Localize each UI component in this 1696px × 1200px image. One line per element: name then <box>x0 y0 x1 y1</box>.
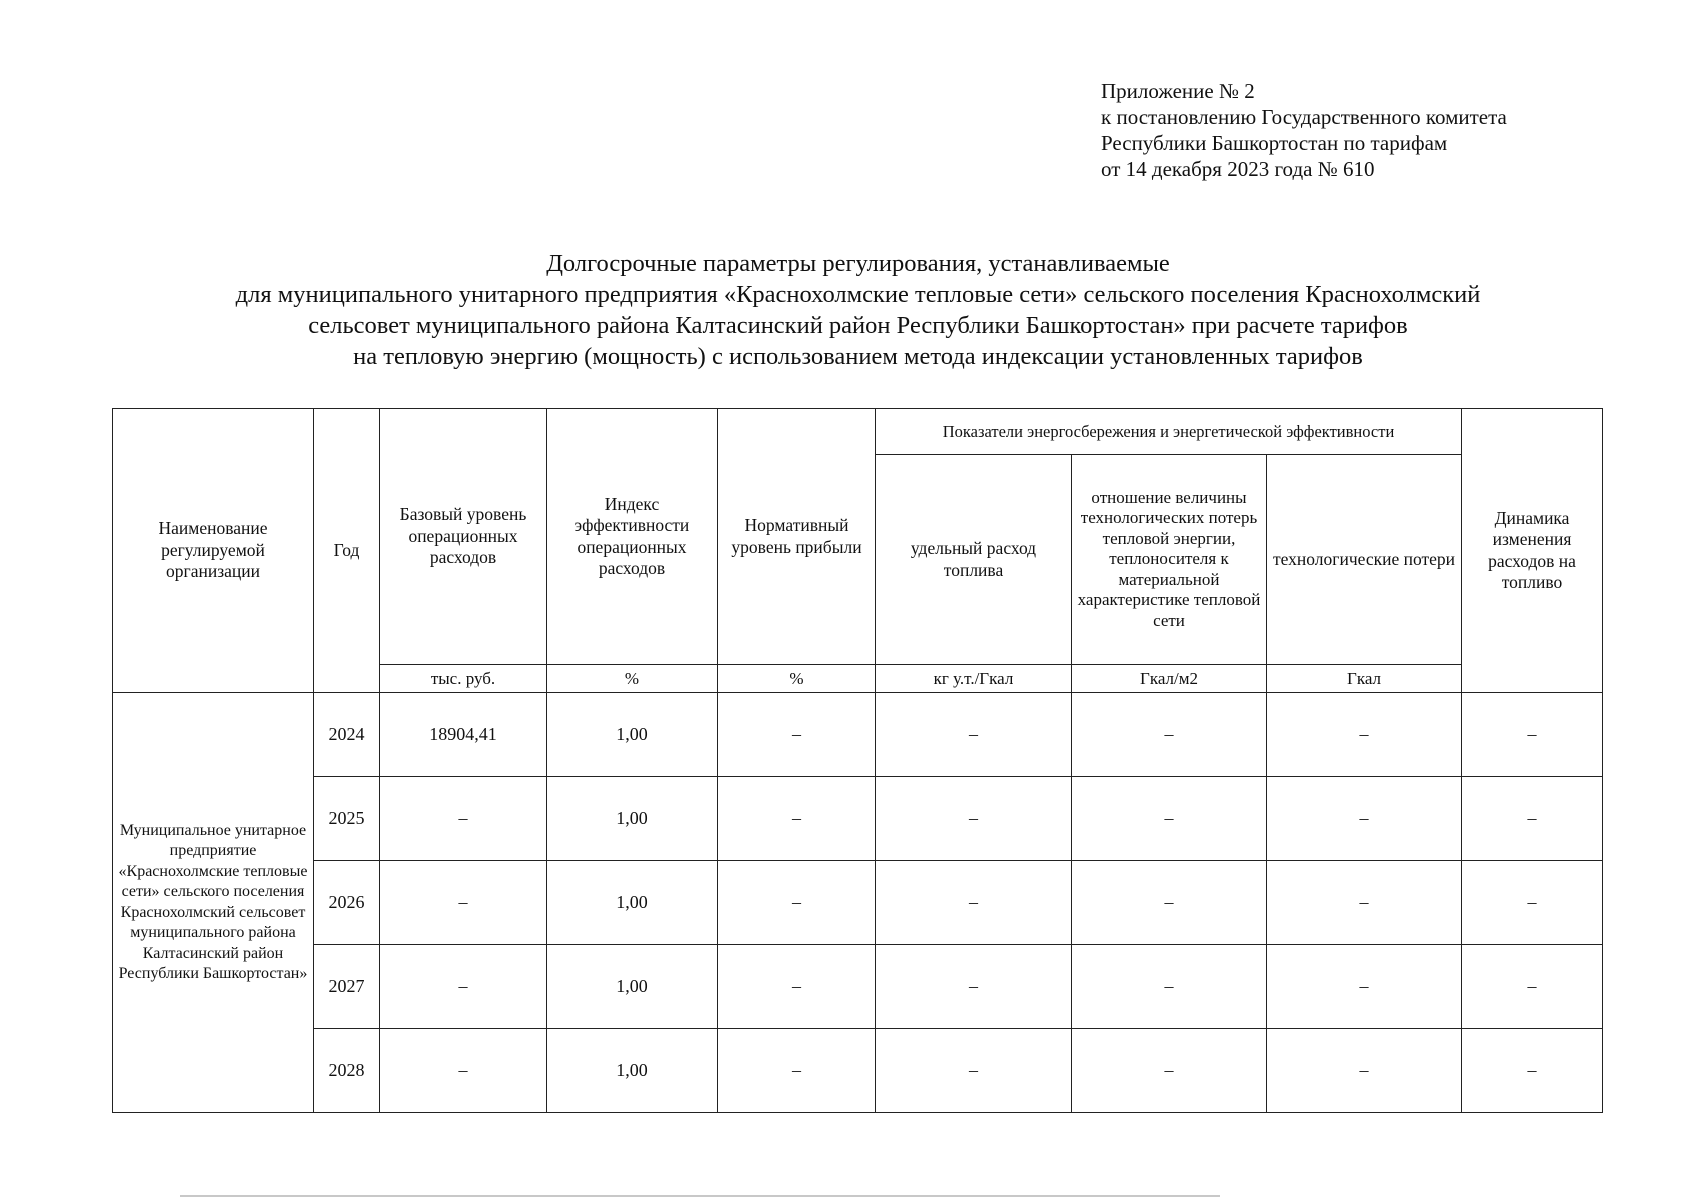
unit-fuel: кг у.т./Гкал <box>876 665 1072 693</box>
table-row <box>113 1029 1603 1113</box>
cell-dynamics: – <box>1462 861 1603 945</box>
unit-profit: % <box>718 665 876 693</box>
cell-base: – <box>380 945 547 1029</box>
cell-base: 18904,41 <box>380 693 547 777</box>
cell-year: 2025 <box>314 777 380 861</box>
cell-losses: – <box>1267 777 1462 861</box>
table-row <box>113 861 1603 945</box>
cell-year: 2024 <box>314 693 380 777</box>
cell-profit: – <box>718 777 876 861</box>
header-profit: Нормативный уровень прибыли <box>718 409 876 665</box>
cell-losses: – <box>1267 693 1462 777</box>
title-line: сельсовет муниципального района Калтасинский район Республики Башкортостан» при расчете тарифов <box>308 312 1408 339</box>
unit-index: % <box>547 665 718 693</box>
table-row <box>113 945 1603 1029</box>
header-fuel-rate: удельный расход топлива <box>876 455 1072 665</box>
title-line: Долгосрочные параметры регулирования, устанавливаемые <box>546 250 1170 277</box>
header-year: Год <box>314 409 380 693</box>
cell-ratio: – <box>1072 945 1267 1029</box>
cell-fuel: – <box>876 1029 1072 1113</box>
header-base-opex: Базовый уровень операционных расходов <box>380 409 547 665</box>
cell-base: – <box>380 777 547 861</box>
unit-base: тыс. руб. <box>380 665 547 693</box>
header-loss-ratio: отношение величины технологических потерь тепловой энергии, теплоносителя к материальной характеристике тепловой сети <box>1072 455 1267 665</box>
cell-fuel: – <box>876 777 1072 861</box>
cell-index: 1,00 <box>547 945 718 1029</box>
appendix-line: к постановлению Государственного комитета <box>1101 105 1507 129</box>
cell-year: 2026 <box>314 861 380 945</box>
appendix-line: Приложение № 2 <box>1101 79 1255 103</box>
cell-profit: – <box>718 1029 876 1113</box>
table-row <box>113 693 1603 777</box>
parameters-table <box>112 408 1603 1113</box>
cell-ratio: – <box>1072 777 1267 861</box>
scan-artifact-line <box>180 1195 1220 1197</box>
cell-fuel: – <box>876 693 1072 777</box>
appendix-note <box>1101 78 1507 182</box>
cell-ratio: – <box>1072 861 1267 945</box>
document-title <box>110 248 1606 372</box>
organization-name: Муниципальное унитарное предприятие «Краснохолмские тепловые сети» сельского поселения Краснохолмский сельсовет муниципального района Калтасинский район Республики Башкортостан» <box>113 693 314 1113</box>
cell-year: 2027 <box>314 945 380 1029</box>
cell-base: – <box>380 1029 547 1113</box>
appendix-line: от 14 декабря 2023 года № 610 <box>1101 157 1375 181</box>
appendix-line: Республики Башкортостан по тарифам <box>1101 131 1448 155</box>
cell-year: 2028 <box>314 1029 380 1113</box>
title-line: на тепловую энергию (мощность) с использованием метода индексации установленных тарифов <box>353 343 1363 370</box>
cell-ratio: – <box>1072 693 1267 777</box>
title-line: для муниципального унитарного предприятия «Краснохолмские тепловые сети» сельского поселения Краснохолмский <box>235 281 1481 308</box>
header-efficiency-index: Индекс эффективности операционных расходов <box>547 409 718 665</box>
cell-index: 1,00 <box>547 861 718 945</box>
cell-dynamics: – <box>1462 945 1603 1029</box>
cell-index: 1,00 <box>547 693 718 777</box>
unit-ratio: Гкал/м2 <box>1072 665 1267 693</box>
cell-losses: – <box>1267 861 1462 945</box>
header-tech-losses: технологические потери <box>1267 455 1462 665</box>
header-row-group <box>113 409 1603 455</box>
cell-dynamics: – <box>1462 693 1603 777</box>
cell-dynamics: – <box>1462 1029 1603 1113</box>
table-row <box>113 777 1603 861</box>
header-org: Наименование регулируемой организации <box>113 409 314 693</box>
cell-profit: – <box>718 861 876 945</box>
cell-dynamics: – <box>1462 777 1603 861</box>
cell-fuel: – <box>876 861 1072 945</box>
cell-losses: – <box>1267 1029 1462 1113</box>
unit-losses: Гкал <box>1267 665 1462 693</box>
cell-fuel: – <box>876 945 1072 1029</box>
cell-ratio: – <box>1072 1029 1267 1113</box>
cell-profit: – <box>718 693 876 777</box>
cell-index: 1,00 <box>547 777 718 861</box>
cell-index: 1,00 <box>547 1029 718 1113</box>
header-energy-group: Показатели энергосбережения и энергетической эффективности <box>876 409 1462 455</box>
cell-base: – <box>380 861 547 945</box>
cell-losses: – <box>1267 945 1462 1029</box>
header-fuel-dynamics: Динамика изменения расходов на топливо <box>1462 409 1603 693</box>
cell-profit: – <box>718 945 876 1029</box>
